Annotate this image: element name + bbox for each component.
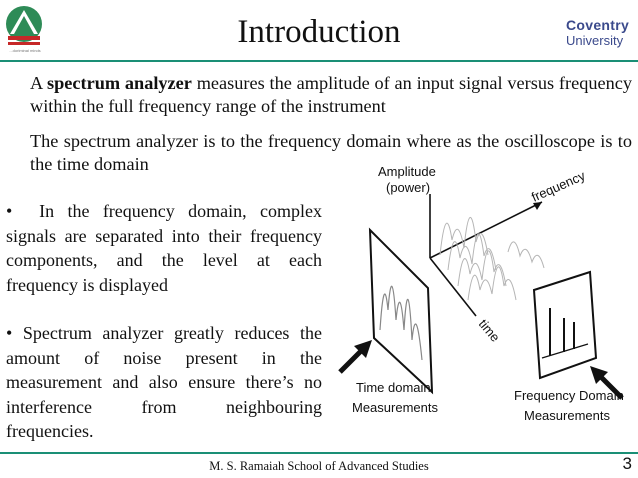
time-axis-label: time (475, 316, 503, 345)
waveform-3d (440, 217, 544, 300)
frequency-domain-panel (534, 272, 596, 378)
arrow-to-time-panel-icon (340, 340, 372, 372)
logo-line-university: University (566, 33, 624, 48)
bullet-marker (8, 72, 30, 95)
page-number: 3 (622, 454, 632, 473)
logo-line-coventry: Coventry (566, 17, 630, 33)
bullet-complex-signals (6, 199, 322, 297)
coventry-university-logo (566, 18, 632, 48)
bullet-text-bold: spectrum analyzer (46, 73, 192, 93)
bullet-marker: • (6, 323, 13, 343)
bullet-marker (8, 130, 30, 153)
time-domain-label: Time domain (356, 380, 431, 395)
header-divider (0, 60, 638, 62)
bullet-text-pre: A (30, 73, 47, 93)
bullet-text: The spectrum analyzer is to the frequency domain where as the oscilloscope is to the time domain (30, 131, 632, 174)
slide-title: Introduction (237, 14, 401, 50)
bullet-marker: • (6, 201, 13, 221)
frequency-domain-label: Frequency Domain (514, 388, 624, 403)
bullet-text-post: measures the amplitude of an input signal versus frequency within the full frequency range of the instrument (30, 73, 632, 116)
time-domain-panel (370, 230, 432, 392)
power-label: (power) (386, 180, 431, 195)
frequency-domain-measurements-label: Measurements (524, 408, 610, 423)
bullet-noise-reduction (6, 321, 322, 444)
bullet-text: In the frequency domain, complex signals are separated into their frequency components, and the level at each frequency is displayed (6, 201, 323, 295)
frequency-axis-label: frequency (529, 167, 588, 205)
left-logo-caption: ...doriminal minds (9, 48, 41, 53)
time-frequency-diagram (328, 160, 634, 432)
footer-text: M. S. Ramaiah School of Advanced Studies (209, 459, 429, 473)
amplitude-label: Amplitude (378, 164, 436, 179)
time-domain-measurements-label: Measurements (352, 400, 438, 415)
bullet-text: Spectrum analyzer greatly reduces the amount of noise present in the measurement and also ensure there’s no interference from neighbouring frequencies. (6, 323, 322, 441)
bullet-spectrum-analyzer (8, 72, 632, 118)
footer-divider (0, 452, 638, 454)
